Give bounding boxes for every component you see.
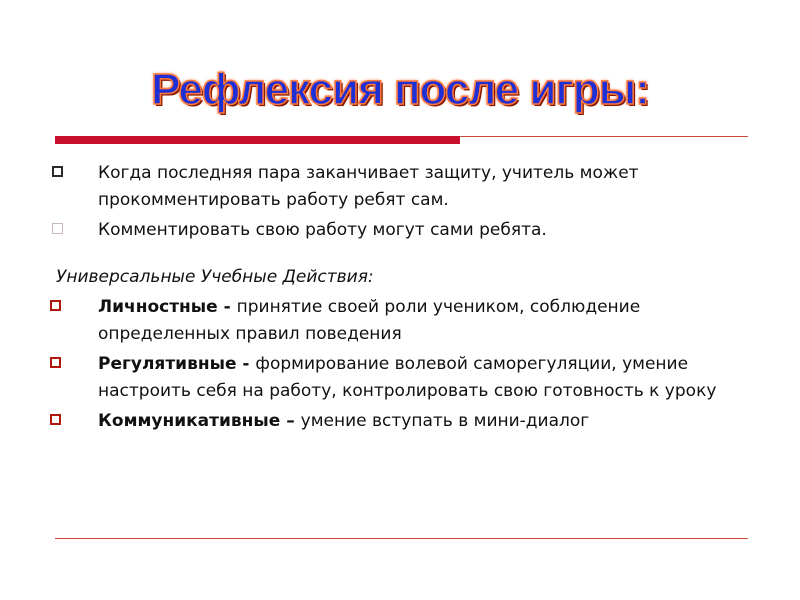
ud-item-desc: умение вступать в мини-диалог	[300, 411, 590, 431]
ud-item-sep: -	[236, 354, 256, 374]
title-underline-thick	[55, 136, 460, 144]
ud-heading: Универсальные Учебные Действия:	[56, 267, 374, 287]
ud-item-desc: формирование волевой саморегуляции, умение настроить себя на работу, контролировать свою готовность к уроку	[98, 354, 717, 401]
square-bullet-icon	[50, 300, 61, 311]
footer-rule	[55, 538, 748, 539]
square-bullet-icon	[52, 166, 63, 177]
title-underline-thin	[460, 136, 748, 137]
ud-item-sep: -	[223, 297, 237, 317]
intro-item-2	[48, 217, 768, 244]
ud-item-communicative	[48, 408, 768, 435]
ud-item-regulatory	[48, 351, 768, 405]
ud-item-term: Личностные	[98, 297, 224, 317]
intro-item-1	[48, 160, 768, 214]
ud-item-desc: принятие своей роли учеником, соблюдение определенных правил поведения	[98, 297, 641, 344]
square-bullet-icon	[50, 357, 61, 368]
slide-title: Рефлексия после игры:	[151, 65, 649, 114]
ud-item-personal	[48, 294, 768, 348]
ud-item-sep: –	[280, 411, 301, 431]
slide-content	[48, 160, 768, 435]
square-bullet-icon	[52, 223, 63, 234]
square-bullet-icon	[50, 414, 61, 425]
intro-item-2-text: Комментировать свою работу могут сами ребята.	[98, 220, 547, 240]
ud-item-term: Коммуникативные	[98, 411, 281, 431]
intro-item-1-text: Когда последняя пара заканчивает защиту, учитель может прокомментировать работу ребят сам.	[98, 163, 639, 210]
ud-item-term: Регулятивные	[98, 354, 237, 374]
